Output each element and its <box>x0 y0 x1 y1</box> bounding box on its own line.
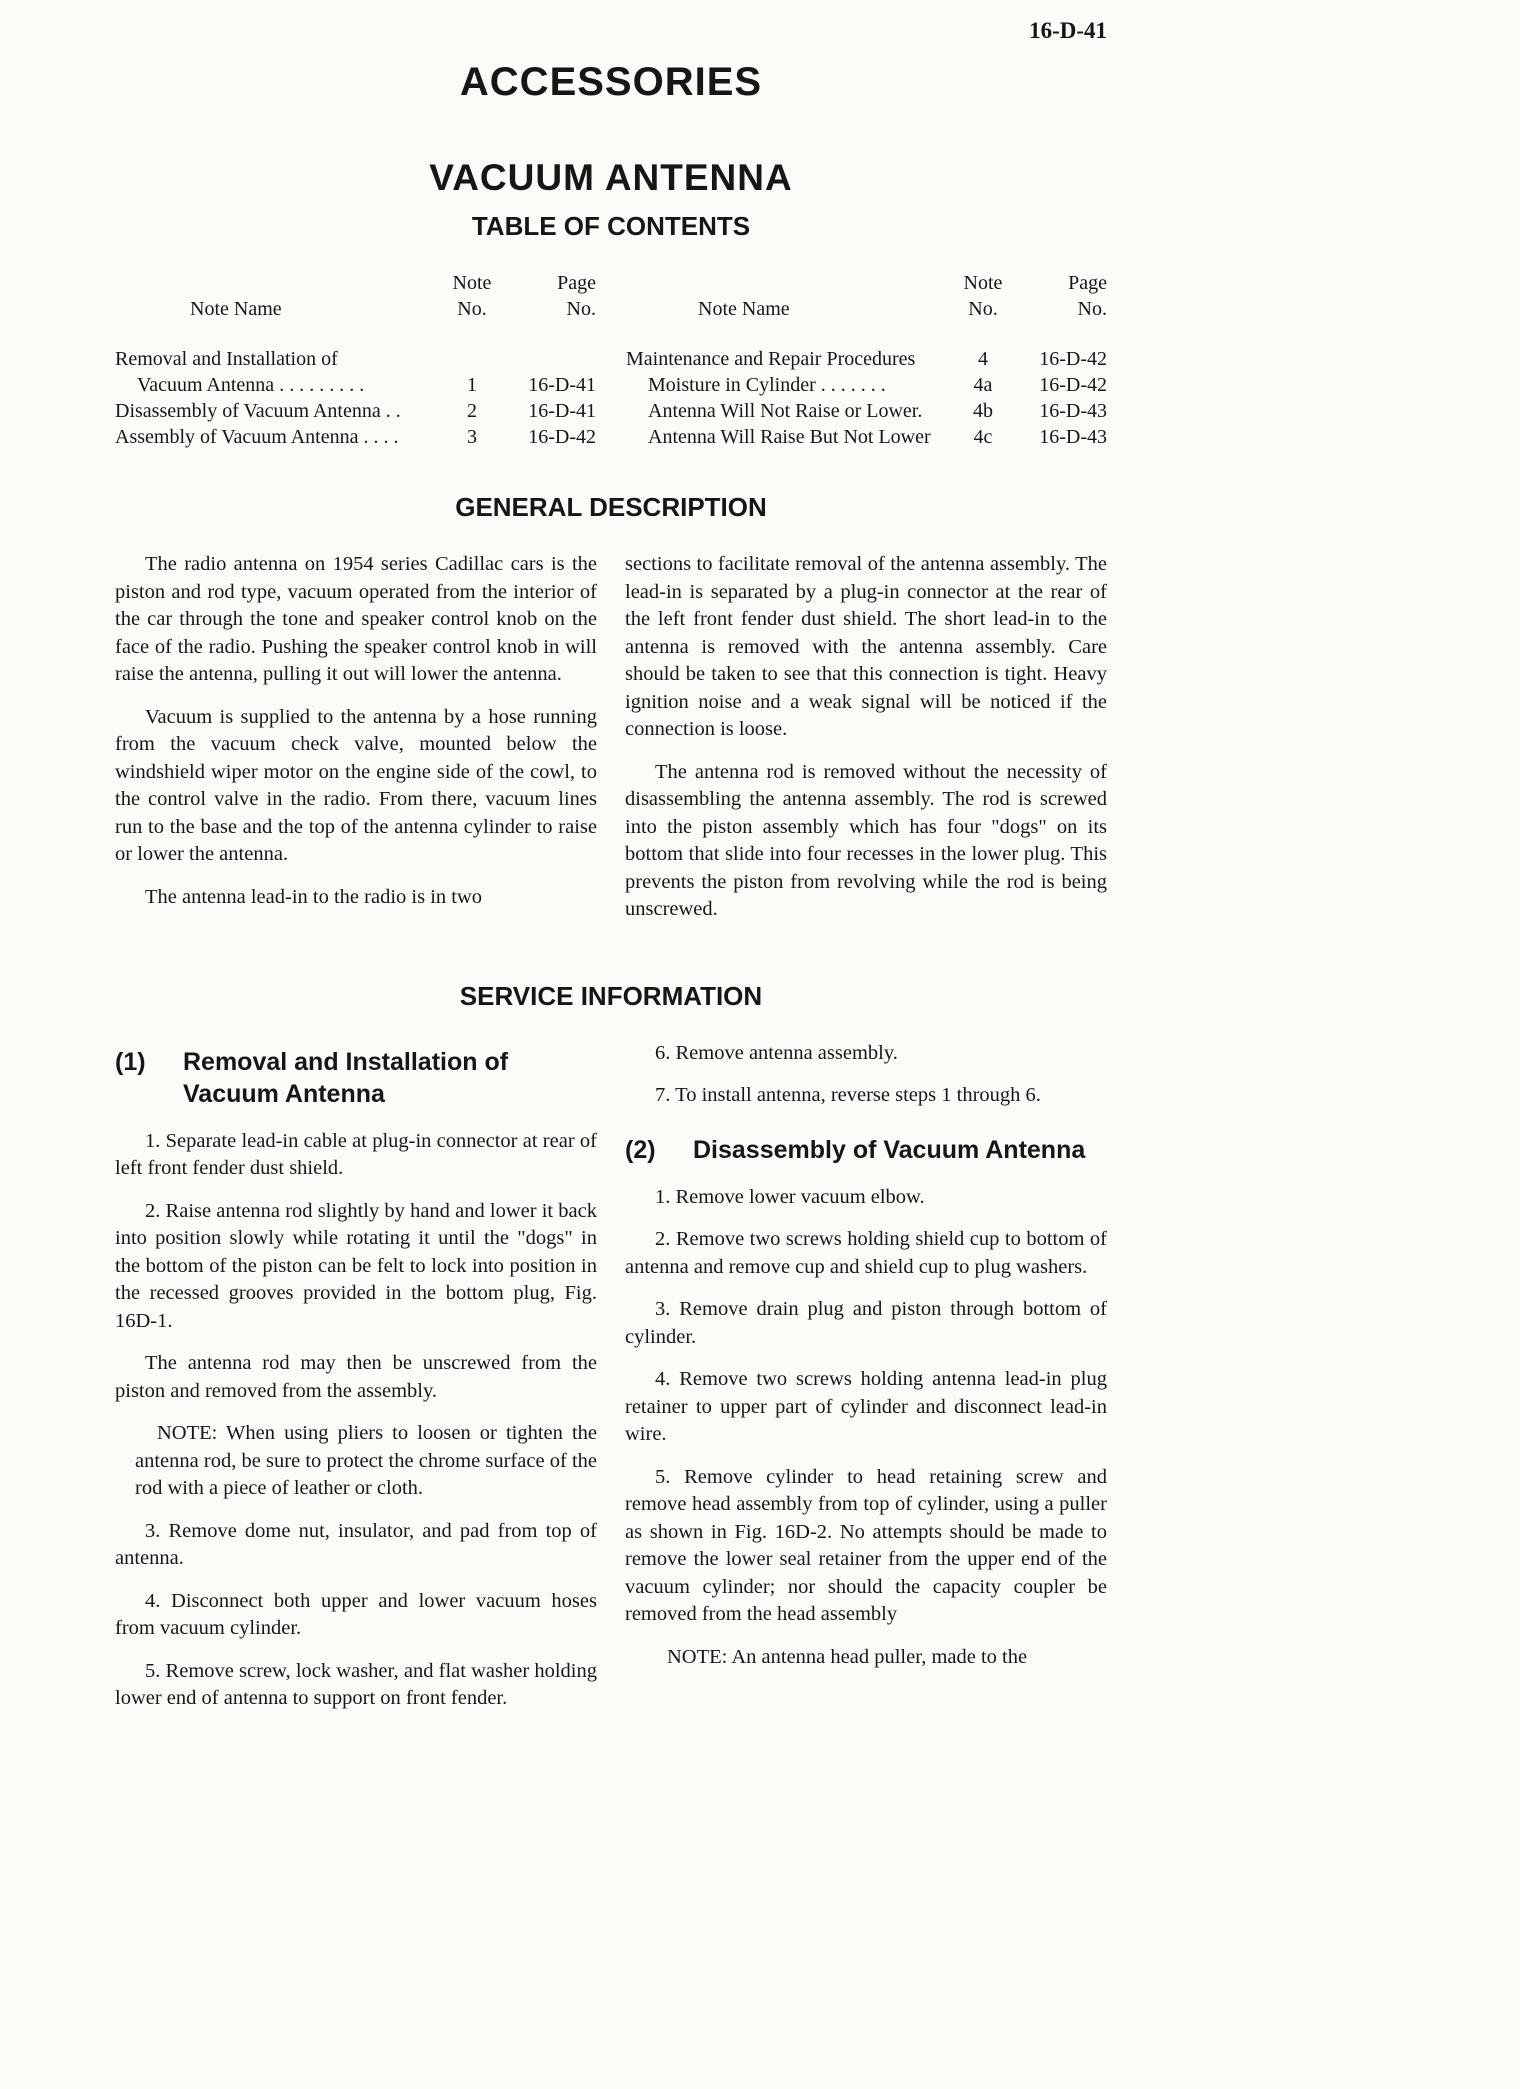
toc-entry <box>115 346 596 372</box>
toc-header-page-no: No. <box>1077 298 1107 320</box>
section-title-line1: Removal and Installation of <box>183 1047 509 1076</box>
toc-entry-page: 16-D-42 <box>1039 348 1107 370</box>
service-left-column <box>115 1040 597 1728</box>
toc-entry <box>115 424 596 450</box>
service-step: 7. To install antenna, reverse steps 1 through 6. <box>655 1084 1041 1106</box>
paragraph: The antenna rod is removed without the necessity of disassembling the antenna assembly. The rod is screwed into the piston assembly which has four "dogs" on its bottom that slide into four recesses in the lower plug. This prevents the piston from revolving while the rod is being unscrewed. <box>625 760 1107 920</box>
paragraph: The antenna rod may then be unscrewed from the piston and removed from the assembly. <box>115 1352 597 1402</box>
toc-header-spacer <box>115 270 444 296</box>
toc-entry-note <box>444 346 500 372</box>
service-step: 4. Remove two screws holding antenna lead-in plug retainer to upper part of cylinder and disconnect lead-in wire. <box>625 1368 1107 1445</box>
document-page <box>115 0 1107 1728</box>
page-number: 16-D-41 <box>1029 18 1107 43</box>
toc-entry-name: Moisture in Cylinder . . . . . . . <box>648 374 886 396</box>
toc-entry-note: 4 <box>978 348 988 370</box>
toc-entries-right <box>626 346 1107 450</box>
general-description-section <box>115 551 1107 939</box>
paragraph: Vacuum is supplied to the antenna by a hose running from the vacuum check valve, mounted below the windshield wiper motor on the engine side of the cowl, to the control valve in the radio. From there, vacuum lines run to the base and the top of the antenna cylinder to raise or lower the antenna. <box>115 705 597 865</box>
table-of-contents <box>115 270 1107 450</box>
toc-header-page: Page <box>1068 272 1107 294</box>
service-step: 5. Remove cylinder to head retaining screw and remove head assembly from top of cylinder, using a puller as shown in Fig. 16D-2. No attempts should be made to remove the lower seal retainer from the upper end of the vacuum cylinder; nor should the capacity coupler be removed from the head assembly <box>625 1465 1107 1625</box>
toc-entry-name: Disassembly of Vacuum Antenna . . <box>115 400 401 422</box>
general-description-heading: GENERAL DESCRIPTION <box>455 492 767 522</box>
document-subtitle: VACUUM ANTENNA <box>429 157 793 198</box>
paragraph: The antenna lead-in to the radio is in two <box>145 885 483 908</box>
toc-entry-page: 16-D-42 <box>1039 374 1107 396</box>
service-step: 1. Separate lead-in cable at plug-in connector at rear of left front fender dust shield. <box>115 1129 597 1179</box>
toc-entry-note: 4b <box>973 400 993 422</box>
toc-entry <box>115 372 596 398</box>
service-step: 2. Remove two screws holding shield cup to bottom of antenna and remove cup and shield cup to plug washers. <box>625 1228 1107 1278</box>
note-paragraph: NOTE: When using pliers to loosen or tighten the antenna rod, be sure to protect the chrome surface of the rod with a piece of leather or cloth. <box>135 1422 597 1499</box>
general-left-column <box>115 551 597 939</box>
toc-entry-note: 1 <box>467 374 477 396</box>
note-paragraph: NOTE: An antenna head puller, made to the <box>667 1645 1028 1668</box>
toc-entry-page: 16-D-41 <box>528 374 596 396</box>
section-title: Disassembly of Vacuum Antenna <box>693 1135 1086 1164</box>
service-step: 1. Remove lower vacuum elbow. <box>655 1185 925 1208</box>
service-step: 4. Disconnect both upper and lower vacuum hoses from vacuum cylinder. <box>115 1589 597 1639</box>
service-step: 3. Remove drain plug and piston through bottom of cylinder. <box>625 1298 1107 1348</box>
toc-entries-left <box>115 346 596 450</box>
toc-header-name: Note Name <box>698 298 790 320</box>
paragraph: The radio antenna on 1954 series Cadillac cars is the piston and rod type, vacuum operated from the interior of the car through the tone and speaker control knob on the face of the radio. Pushing the speaker control knob in will raise the antenna, pulling it out will lower the antenna. <box>115 553 597 685</box>
toc-entry-page: 16-D-41 <box>528 400 596 422</box>
toc-header-right <box>626 270 1107 322</box>
toc-entry <box>115 398 596 424</box>
toc-header-spacer <box>626 270 955 296</box>
section-title-line2: Vacuum Antenna <box>183 1079 385 1108</box>
section-number: (1) <box>115 1047 146 1076</box>
toc-header-page: Page <box>557 272 596 294</box>
service-step: 6. Remove antenna assembly. <box>655 1041 898 1064</box>
service-section-2-heading <box>625 1134 1107 1166</box>
service-right-column <box>625 1040 1107 1728</box>
document-title: ACCESSORIES <box>459 60 763 104</box>
toc-entry <box>626 398 1107 424</box>
toc-entry-name: Assembly of Vacuum Antenna . . . . <box>115 426 399 448</box>
toc-column-right <box>626 270 1107 450</box>
toc-entry-note: 4a <box>973 374 993 396</box>
service-step: 5. Remove screw, lock washer, and flat washer holding lower end of antenna to support on front fender. <box>115 1659 597 1709</box>
toc-entry-note: 4c <box>973 426 993 448</box>
general-right-column <box>625 551 1107 939</box>
section-title <box>183 1046 597 1110</box>
toc-entry-name: Antenna Will Not Raise or Lower. <box>648 400 923 422</box>
toc-header-note-no: No. <box>457 298 487 320</box>
toc-entry-name: Maintenance and Repair Procedures <box>626 348 916 370</box>
toc-header-name: Note Name <box>190 298 282 320</box>
toc-header-note: Note <box>963 272 1003 294</box>
toc-entry-page: 16-D-42 <box>528 426 596 448</box>
toc-entry <box>626 346 1107 372</box>
toc-heading: TABLE OF CONTENTS <box>471 211 751 241</box>
toc-header-left <box>115 270 596 322</box>
service-step: 3. Remove dome nut, insulator, and pad from top of antenna. <box>115 1519 597 1569</box>
service-section-1-heading <box>115 1046 597 1110</box>
toc-entry-name: Vacuum Antenna . . . . . . . . . <box>137 374 365 396</box>
toc-column-left <box>115 270 596 450</box>
service-information-heading: SERVICE INFORMATION <box>459 980 763 1011</box>
toc-entry-name: Removal and Installation of <box>115 348 338 370</box>
toc-entry <box>626 372 1107 398</box>
toc-entry-page: 16-D-43 <box>1039 426 1107 448</box>
toc-entry-name: Antenna Will Raise But Not Lower <box>648 426 931 448</box>
service-step: 2. Raise antenna rod slightly by hand and lower it back into position slowly while rotating it until the "dogs" in the bottom of the piston can be felt to lock into position in the recessed grooves provided in the bottom plug, Fig. 16D-1. <box>115 1199 597 1332</box>
toc-header-page-no: No. <box>566 298 596 320</box>
toc-entry <box>626 424 1107 450</box>
toc-header-note-no: No. <box>968 298 998 320</box>
section-number: (2) <box>625 1135 656 1164</box>
toc-entry-note: 3 <box>467 426 477 448</box>
paragraph: sections to facilitate removal of the antenna assembly. The lead-in is separated by a plug-in connector at the rear of the left front fender dust shield. The short lead-in to the antenna is removed with the antenna assembly. Care should be taken to see that this connection is tight. Heavy ignition noise and a weak signal will be noticed if the connection is loose. <box>625 553 1107 740</box>
toc-entry-note: 2 <box>467 400 477 422</box>
toc-header-note: Note <box>452 272 492 294</box>
toc-entry-page <box>500 346 596 372</box>
service-information-section <box>115 1040 1107 1728</box>
toc-entry-page: 16-D-43 <box>1039 400 1107 422</box>
